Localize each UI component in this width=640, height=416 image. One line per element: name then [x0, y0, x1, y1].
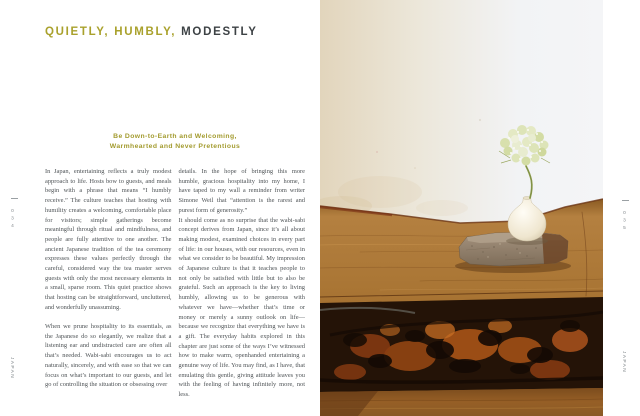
- right-margin-dash: [622, 200, 629, 201]
- subtitle-line-2: Warmhearted and Never Pretentious: [109, 142, 241, 150]
- paragraph: details. In the hope of bringing this more humble, gracious hospitality into my home, I have taped to my wall a reminder from writer Simone Weil that “attention is the rarest and purest form of generosity.”: [178, 168, 305, 214]
- still-life-photo: [320, 0, 603, 416]
- subtitle-line-1: Be Down-to-Earth and Welcoming,: [113, 133, 237, 140]
- right-spine-label: JAPAN: [621, 351, 626, 374]
- body-text: [45, 167, 305, 397]
- text-column-2: [179, 167, 306, 397]
- text-column-1: [45, 167, 172, 397]
- chapter-subtitle: [45, 132, 305, 151]
- chapter-title-highlight: QUIETLY, HUMBLY,: [45, 26, 177, 38]
- left-margin-dash: [11, 198, 18, 199]
- paragraph: It should come as no surprise that the wabi-sabi concept derives from Japan, since it’s all about making modest, examined choices in every part of life: in our houses, with our resources, even in what we consider to be beautiful. My impression of Japanese culture is that it teaches people to not only be satisfied with little but to also be grateful. Such an approach is the key to living humbly, allowing us to be generous with whatever we have—whether that’s time or money or merely a sunny outlook on life—because we recognize that everything we have is a gift. The everyday habits explored in this chapter are just some of the ways I’ve witnessed how to make warm, openhanded entertaining a genuine way of life. You may find, as I have, that emulating this gentle, giving attitude leaves you with the feeling of having infinitely more, not less.: [178, 216, 305, 397]
- right-page-number: 035: [622, 211, 627, 234]
- left-page-number: 034: [10, 209, 15, 232]
- chapter-title-dark: MODESTLY: [181, 26, 258, 38]
- paragraph: When we prune hospitality to its essentials, as the Japanese do so elegantly, we realize that a listening ear and undistracted care are often all that’s needed. Wabi-sabi encourages us to act naturally, sincerely, and with ease so that we can focus on what’s important to our guests, and let go of controlling the situation or obsessing over: [45, 323, 172, 389]
- chapter-title: [45, 26, 258, 38]
- left-spine-label: JAPAN: [9, 357, 14, 380]
- paragraph: In Japan, entertaining reflects a truly modest approach to life. Hosts bow to guests, and meals begin with a phrase that means “I humbly receive.” The culture teaches that hosting with humility creates a welcoming, comfortable place for visitors; simple gatherings become meaningful through ritual and mindfulness, and people are fully attentive to one another. The ancient Japanese tradition of the tea ceremony expresses these values perfectly through the careful, considered way the tea master serves guests with only the most necessary elements in a small, sparse room. This quiet practice shows that hosting can be straightforward, uncluttered, and wonderfully unassuming.: [45, 168, 172, 311]
